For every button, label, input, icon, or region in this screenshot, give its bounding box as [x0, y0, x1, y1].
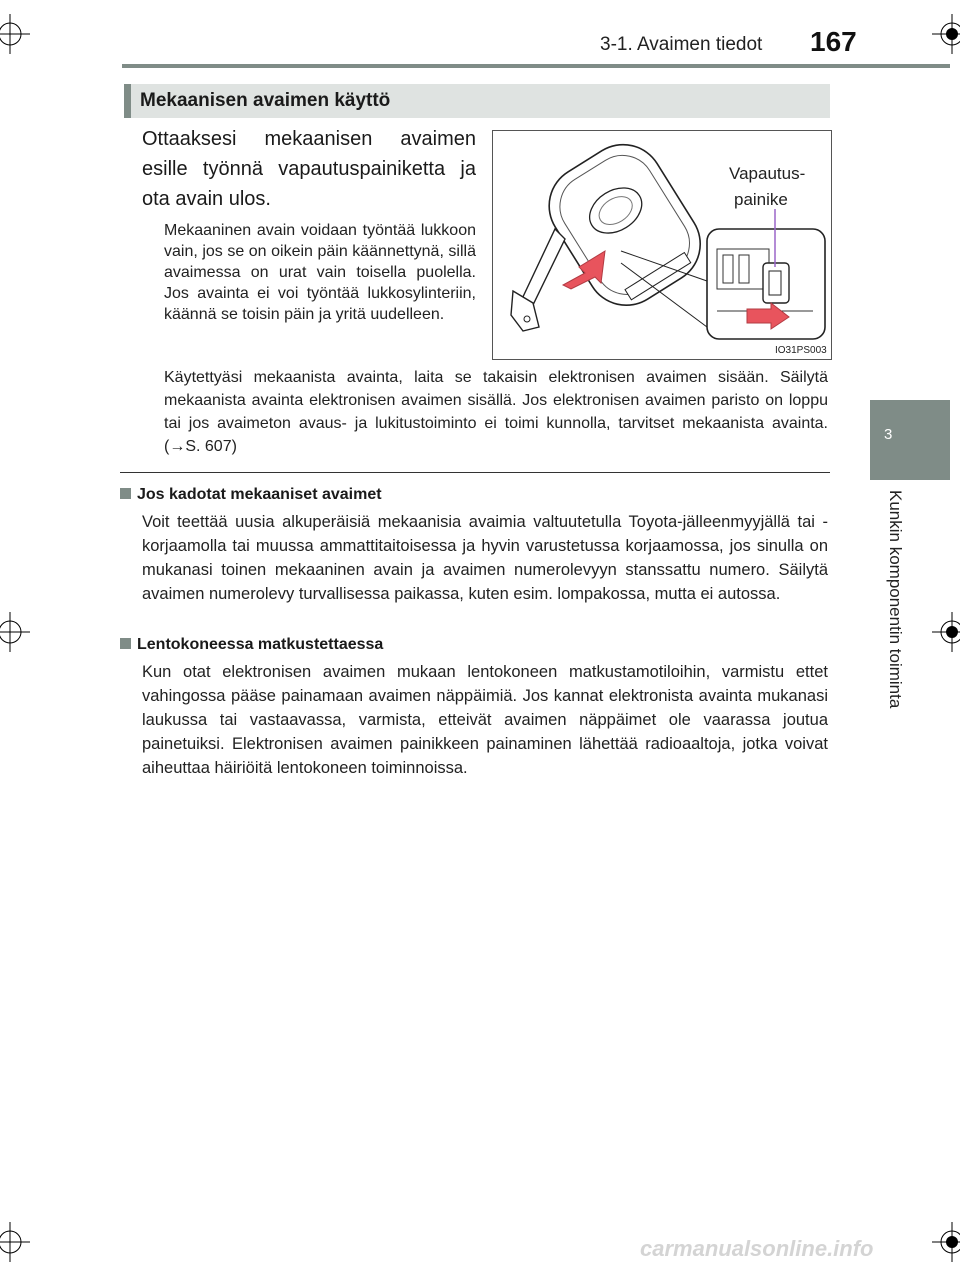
subsection-heading: [120, 486, 382, 504]
page-number: 167: [810, 26, 857, 57]
mechanical-key-icon: [511, 229, 565, 331]
smart-key-drawing: [493, 131, 831, 359]
bullet-square-icon: [120, 488, 131, 499]
key-illustration: [492, 130, 832, 360]
watermark: carmanualsonline.info: [640, 1236, 874, 1261]
note-paragraph: Mekaaninen avain voidaan työntää lukkoon vain, jos se on oikein päin käännettynä, sillä avaimessa on urat vain toisella puolella. Jos avainta ei voi työntää lukkosylinteriin, käännä se toisin päin ja yritä uudelleen.: [164, 222, 476, 323]
registration-mark-icon: [0, 612, 30, 652]
subsection-heading-text: Lentokoneessa matkustettaessa: [137, 636, 384, 653]
chapter-title: Kunkin komponentin toiminta: [886, 490, 905, 709]
registration-mark-icon: [0, 14, 30, 54]
note-paragraph: Käytettyäsi mekaanista avainta, laita se takaisin elektronisen avaimen sisään. Säilytä mekaanista avainta elektronisen avaimen sisällä. Jos elektronisen avaimen paristo on loppu tai jos avaimeton avaus- ja lukitustoiminto ei toimi kunnolla, tarvitset mekaanista avainta. (→S. 607): [164, 369, 828, 455]
key-fob-icon: [534, 131, 715, 320]
registration-mark-icon: [0, 1222, 30, 1262]
registration-mark-icon: [932, 14, 960, 54]
section-title: Mekaanisen avaimen käyttö: [140, 90, 391, 111]
section-reference: 3-1. Avaimen tiedot: [600, 34, 763, 55]
subsection-heading-text: Jos kadotat mekaaniset avaimet: [137, 486, 382, 503]
lead-paragraph: Ottaaksesi mekaanisen avaimen esille työnnä vapautuspainiketta ja ota avain ulos.: [142, 128, 476, 210]
registration-mark-icon: [932, 612, 960, 652]
subsection-body: Kun otat elektronisen avaimen mukaan lentokoneen matkustamotiloihin, varmistu ettet vahingossa pääse painamaan avaimen näppäimiä. Jos kannat elektronista avainta mukanasi laukussa tai vastaavassa, varmista, etteivät avaimen näppäimet ole vaarassa joutua painetuiksi. Elektronisen avaimen painikkeen painaminen lähettää radioaaltoja, jotka voivat aiheuttaa häiriöitä lentokoneen toiminnoissa.: [142, 663, 828, 777]
subsection-heading: [120, 636, 383, 654]
chapter-tab: [870, 400, 950, 480]
release-button-inset: [707, 229, 825, 339]
callout-label-line2: painike: [734, 190, 788, 209]
subsection-body: Voit teettää uusia alkuperäisiä mekaanisia avaimia valtuutetulla Toyota-jälleenmyyjällä tai -korjaamolla tai muussa ammattitaitoisessa ja hyvin varustetussa korjaamossa, jos sinulla on mukanasi toinen mekaaninen avain ja avaimen numerolevyyn stanssattu numero. Säilytä avaimen numerolevy turvallisessa paikassa, kuten esim. lompakossa, mutta ei autossa.: [142, 513, 828, 603]
registration-mark-icon: [932, 1222, 960, 1262]
callout-label-line1: Vapautus-: [729, 164, 806, 183]
section-divider: [120, 472, 830, 473]
section-title-accent: [124, 84, 131, 118]
header-rule: [122, 64, 950, 68]
figure-code: IO31PS003: [775, 345, 827, 356]
bullet-square-icon: [120, 638, 131, 649]
chapter-number: 3: [884, 426, 893, 443]
